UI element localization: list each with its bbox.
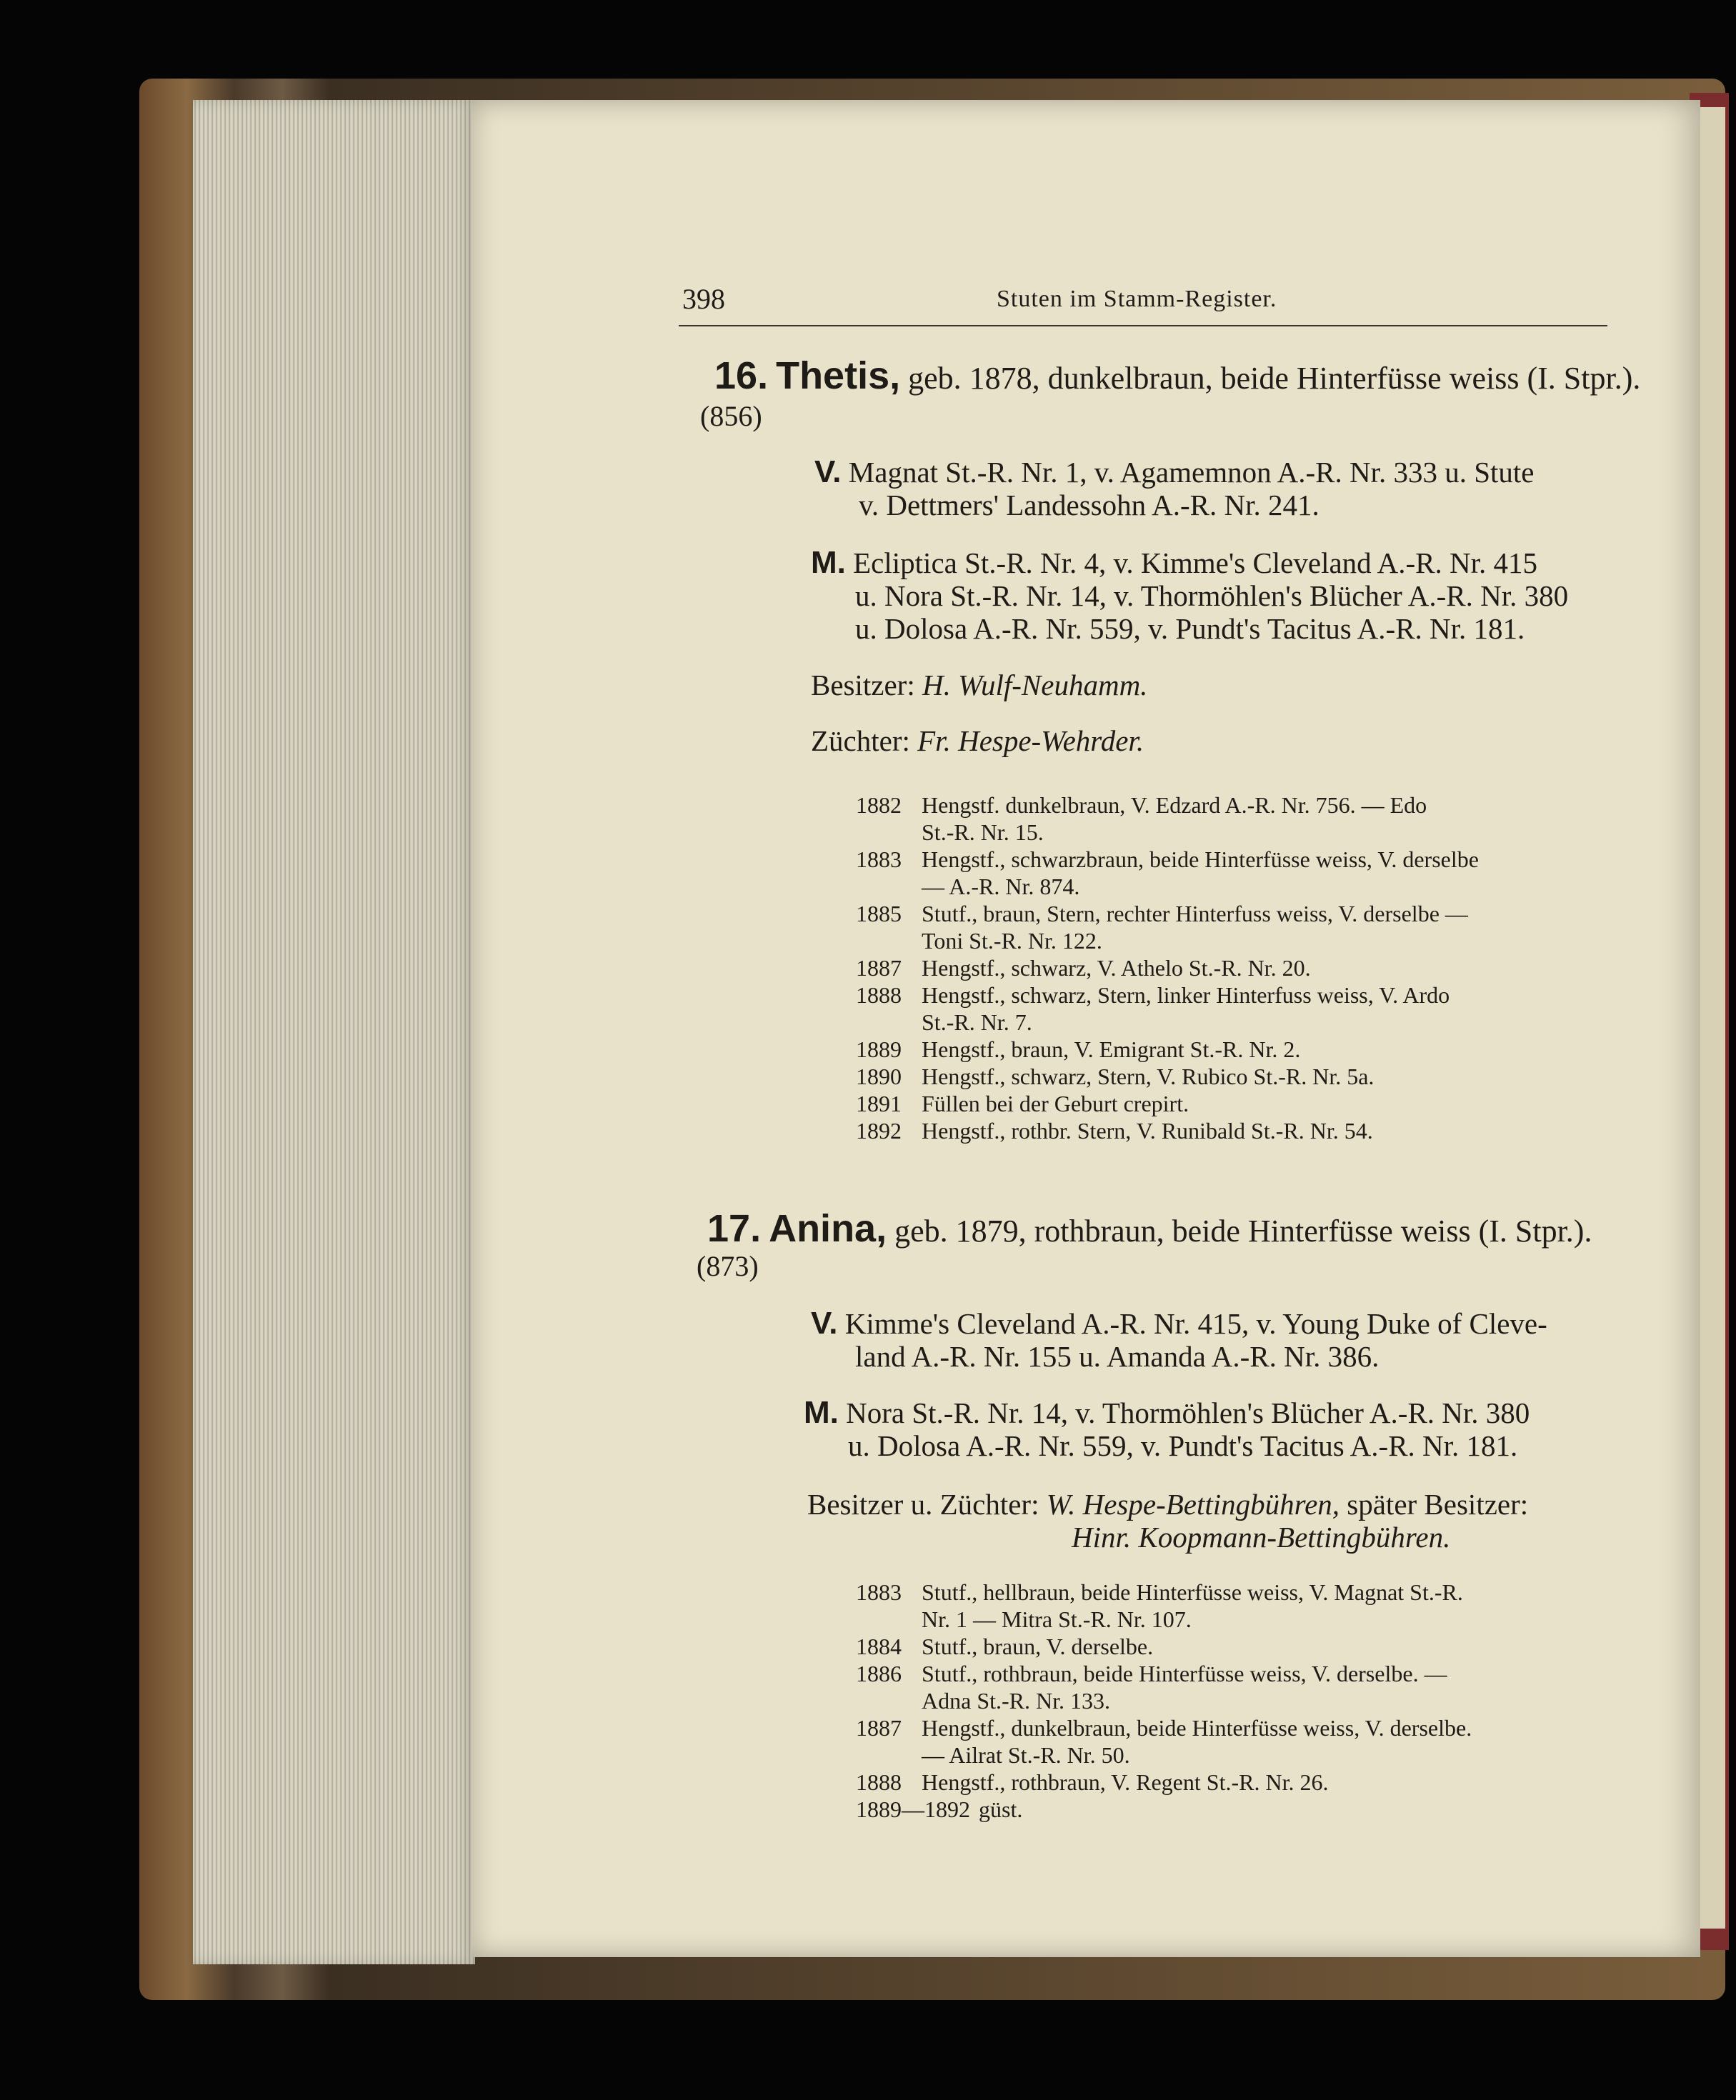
foal-row: 1889 Hengstf., braun, V. Emigrant St.-R. Nr. 2.	[856, 1036, 1301, 1062]
owner-name: W. Hespe-Bettingbühren,	[1046, 1488, 1340, 1521]
dam-line: u. Dolosa A.-R. Nr. 559, v. Pundt's Tacitus A.-R. Nr. 181.	[855, 612, 1525, 645]
breeder-label: Züchter:	[811, 724, 910, 757]
owner-label: Besitzer u. Züchter:	[807, 1488, 1039, 1521]
sire-label: V.	[811, 1306, 838, 1341]
owner-line	[807, 1487, 1528, 1521]
dam-line: Ecliptica St.-R. Nr. 4, v. Kimme's Cleveland A.-R. Nr. 415	[853, 546, 1538, 579]
dam-paragraph	[811, 546, 1568, 645]
sire-paragraph	[814, 456, 1534, 521]
register-number: (856)	[700, 400, 762, 432]
sire-line: Magnat St.-R. Nr. 1, v. Agamemnon A.-R. Nr. 333 u. Stute	[848, 456, 1535, 489]
sire-paragraph	[811, 1307, 1547, 1373]
sire-line: v. Dettmers' Landessohn A.-R. Nr. 241.	[859, 489, 1320, 521]
foal-row: 1884 Stutf., braun, V. derselbe.	[856, 1634, 1154, 1659]
entry-name: Thetis,	[776, 354, 901, 397]
running-title: Stuten im Stamm-Register.	[997, 286, 1277, 312]
foal-row: 1882 Hengstf. dunkelbraun, V. Edzard A.-R. Nr. 756. — Edo St.-R. Nr. 15.	[856, 792, 1427, 845]
foal-row: 1886 Stutf., rothbraun, beide Hinterfüsse weiss, V. derselbe. — Adna St.-R. Nr. 133.	[856, 1661, 1447, 1714]
page-edges	[193, 100, 475, 1964]
breeder-line	[811, 724, 1144, 758]
foal-row: 1888 Hengstf., rothbraun, V. Regent St.-R. Nr. 26.	[856, 1769, 1329, 1795]
foal-row: 1892 Hengstf., rothbr. Stern, V. Runibald St.-R. Nr. 54.	[856, 1118, 1373, 1144]
owner-note: später Besitzer:	[1347, 1488, 1529, 1521]
foal-row: 1889—1892 güst.	[856, 1796, 1023, 1822]
dam-paragraph	[804, 1396, 1530, 1462]
foal-list	[856, 791, 1642, 1144]
dam-label: M.	[804, 1395, 839, 1430]
header-rule	[679, 325, 1607, 326]
foal-row: 1891 Füllen bei der Geburt crepirt.	[856, 1091, 1189, 1116]
dam-line: u. Nora St.-R. Nr. 14, v. Thormöhlen's Blücher A.-R. Nr. 380	[855, 579, 1569, 612]
sire-line: Kimme's Cleveland A.-R. Nr. 415, v. Young Duke of Cleve-	[844, 1307, 1547, 1340]
foal-row: 1883 Stutf., hellbraun, beide Hinterfüsse weiss, V. Magnat St.-R. Nr. 1 — Mitra St.-R. Nr. 107.	[856, 1579, 1463, 1632]
foal-row: 1887 Hengstf., dunkelbraun, beide Hinterfüsse weiss, V. derselbe. — Ailrat St.-R. Nr. 50.	[856, 1715, 1472, 1768]
breeder-name: Fr. Hespe-Wehrder.	[917, 724, 1144, 757]
owner-line	[811, 668, 1147, 702]
foal-row: 1883 Hengstf., schwarzbraun, beide Hinterfüsse weiss, V. derselbe — A.-R. Nr. 874.	[856, 846, 1479, 899]
foal-row: 1885 Stutf., braun, Stern, rechter Hinterfuss weiss, V. derselbe — Toni St.-R. Nr. 122.	[856, 901, 1468, 954]
entry-heading	[714, 356, 1640, 399]
foal-row: 1887 Hengstf., schwarz, V. Athelo St.-R. Nr. 20.	[856, 955, 1311, 981]
foal-row: 1890 Hengstf., schwarz, Stern, V. Rubico St.-R. Nr. 5a.	[856, 1064, 1375, 1089]
dam-line: u. Dolosa A.-R. Nr. 559, v. Pundt's Tacitus A.-R. Nr. 181.	[848, 1429, 1518, 1462]
entry-number: 17.	[707, 1207, 762, 1250]
sire-label: V.	[814, 454, 842, 489]
foal-list	[856, 1579, 1642, 1823]
register-number: (873)	[697, 1250, 759, 1282]
foal-row: 1888 Hengstf., schwarz, Stern, linker Hinterfuss weiss, V. Ardo St.-R. Nr. 7.	[856, 982, 1450, 1035]
later-owner-name: Hinr. Koopmann-Bettingbühren.	[1072, 1521, 1451, 1554]
entry-details: geb. 1879, rothbraun, beide Hinterfüsse weiss (I. Stpr.).	[894, 1214, 1592, 1249]
dam-line: Nora St.-R. Nr. 14, v. Thormöhlen's Blücher A.-R. Nr. 380	[846, 1396, 1530, 1429]
entry-details: geb. 1878, dunkelbraun, beide Hinterfüsse weiss (I. Stpr.).	[908, 361, 1641, 396]
sire-line: land A.-R. Nr. 155 u. Amanda A.-R. Nr. 386.	[855, 1340, 1380, 1373]
page-number: 398	[682, 283, 725, 315]
owner-name: H. Wulf-Neuhamm.	[922, 669, 1148, 701]
entry-name: Anina,	[769, 1207, 887, 1250]
entry-number: 16.	[714, 354, 769, 397]
dam-label: M.	[811, 545, 846, 580]
owner-label: Besitzer:	[811, 669, 915, 701]
entry-heading	[707, 1209, 1592, 1251]
